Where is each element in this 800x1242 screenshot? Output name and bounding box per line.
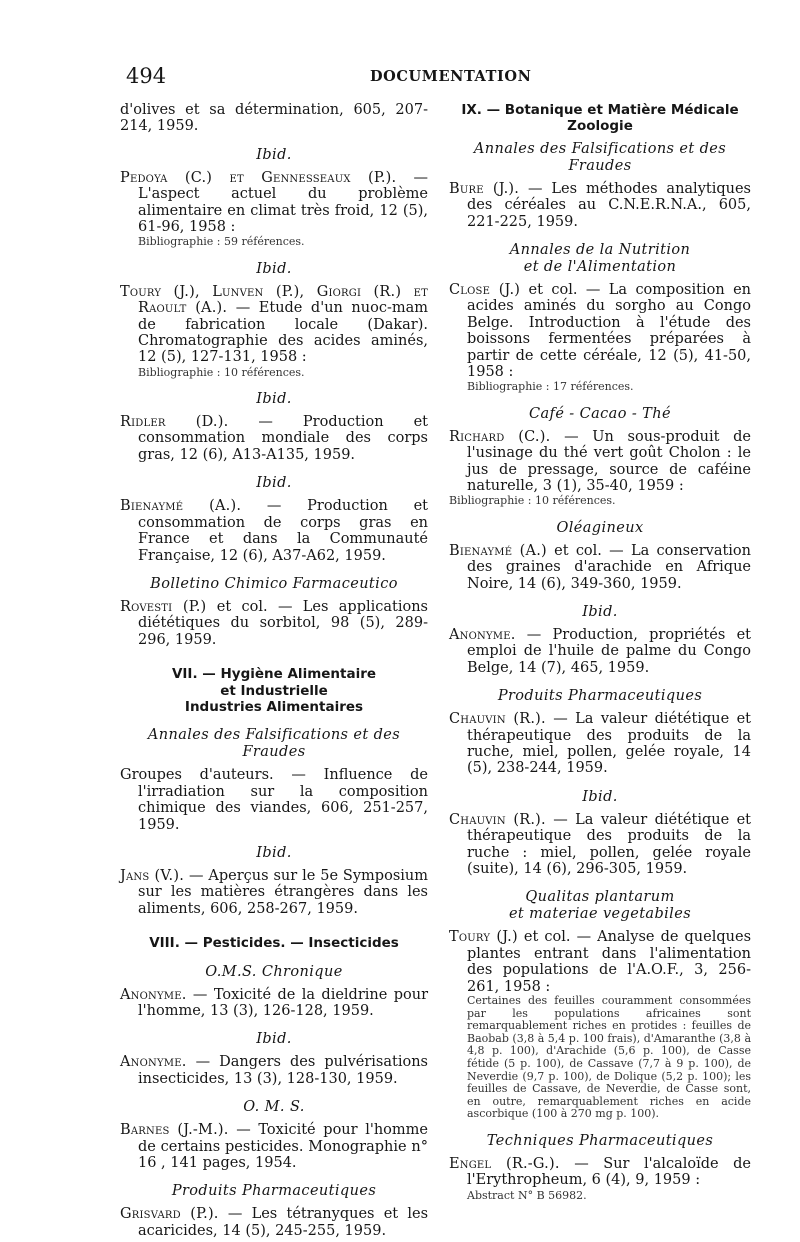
bibliography-entry xyxy=(120,868,428,917)
entry-text: — La valeur diététique et thérapeutique des produits de la ruche : miel, pollen, gelée royale (suite), 14 (6), 296-305, 1959. xyxy=(467,811,751,877)
source-title: Oléagineux xyxy=(556,519,644,536)
entry-author: Toury (J.) xyxy=(449,929,518,946)
source-title: Produits Pharmaceutiques xyxy=(171,1183,377,1200)
entry-text: — Etude d'un nuoc-mam de fabrication locale (Dakar). Chromatographie des acides aminés, 12 (5), 127-131, 1958 : xyxy=(138,300,428,366)
entry-author: Bienaymé (A.) xyxy=(449,542,547,559)
source-title: O. M. S. xyxy=(243,1099,305,1116)
entry-text: — Dangers des pulvérisations insecticides, 13 (3), 128-130, 1959. xyxy=(138,1054,428,1087)
entry-note: Bibliographie : 17 références. xyxy=(467,380,634,394)
bibliography-entry xyxy=(120,414,428,463)
entry-text: — Production et consommation de corps gras en France et dans la Communauté Française, 12 (6), A37-A62, 1959. xyxy=(138,498,428,564)
source-title: Ibid. xyxy=(256,475,292,492)
bibliography-entry xyxy=(120,498,428,564)
entry-author: Anonyme. xyxy=(120,986,187,1003)
entry-text: — Sur l'alcaloïde de l'Erythropheum, 6 (4), 9, 1959 : xyxy=(467,1155,751,1189)
bibliography-entry xyxy=(449,429,751,495)
bibliography-entry xyxy=(449,812,751,878)
entry-text: et col. — Analyse de quelques plantes entrant dans l'alimentation des populations de l'A.O.F., 3, 256-261, 1958 : xyxy=(467,929,752,995)
bibliography-entry xyxy=(120,599,428,648)
source-title: Techniques Pharmaceutiques xyxy=(486,1132,714,1149)
source-title: O.M.S. Chronique xyxy=(205,963,343,980)
entry-author: Barnes (J.-M.). xyxy=(120,1122,229,1139)
section-heading-line: et Industrielle xyxy=(220,682,328,699)
entry-author: Chauvin (R.). xyxy=(449,811,546,828)
entry-text: — La valeur diététique et thérapeutique des produits de la ruche, miel, pollen, gelée royale, 14 (5), 238-244, 1959. xyxy=(467,711,751,777)
source-title: Café - Cacao - Thé xyxy=(529,405,671,422)
source-title: Ibid. xyxy=(582,603,618,620)
source-title xyxy=(449,242,751,276)
source-title: Ibid. xyxy=(256,844,292,861)
bibliography-entry xyxy=(449,929,751,995)
entry-text: et col. — La conservation des graines d'arachide en Afrique Noire, 14 (6), 349-360, 1959. xyxy=(467,542,751,592)
bibliography-entry xyxy=(449,711,751,777)
bibliography-entry xyxy=(120,170,428,236)
entry-author: Close (J.) xyxy=(449,282,521,299)
page-number: 494 xyxy=(126,64,167,88)
entry-note: Bibliographie : 10 références. xyxy=(449,494,616,508)
section-heading xyxy=(120,666,428,715)
bibliography-entry xyxy=(120,1054,428,1087)
entry-author: Engel (R.-G.). xyxy=(449,1155,560,1172)
entry-text: — Les tétranyques et les acaricides, 14 (5), 245-255, 1959. xyxy=(138,1206,429,1239)
entry-author: Jans (V.). xyxy=(120,867,185,884)
entry-text: — Production et consommation mondiale des corps gras, 12 (6), A13-A135, 1959. xyxy=(138,414,428,463)
section-heading-line: VII. — Hygiène Alimentaire xyxy=(171,666,377,683)
source-title-line: et materiae vegetabiles xyxy=(508,906,692,923)
source-title: Ibid. xyxy=(256,1031,292,1048)
entry-author: Rovesti (P.) xyxy=(120,598,207,615)
left-column xyxy=(120,102,428,1239)
source-title: Ibid. xyxy=(582,788,618,805)
source-title: Ibid. xyxy=(256,260,292,277)
source-title: Annales des Falsifications et des Fraudes xyxy=(473,140,727,174)
bibliography-entry xyxy=(120,1206,428,1239)
entry-text: et col. — Les applications diététiques du sorbitol, 98 (5), 289-296, 1959. xyxy=(138,598,428,648)
entry-author: Bienaymé (A.). xyxy=(120,498,242,515)
entry-text: — Aperçus sur le 5e Symposium sur les matières étrangères dans les aliments, 606, 258-267, 1959. xyxy=(138,867,428,917)
running-title: DOCUMENTATION xyxy=(370,68,532,85)
bibliography-entry xyxy=(449,543,751,592)
bibliography-entry xyxy=(449,181,751,230)
source-title-line: Annales de la Nutrition xyxy=(509,242,691,259)
continued-entry: d'olives et sa détermination, 605, 207-214, 1959. xyxy=(120,102,428,135)
entry-author: Grisvard (P.). xyxy=(120,1206,219,1223)
entry-abstract: Certaines des feuilles couramment consommées par les populations africaines sont remarquablement riches en protides : feuilles de Baobab (3,8 à 5,4 p. 100 frais), d'Amaranthe (3,8 à 4,8 p. 100), d'Arachide (5,6 p. 100), de Casse fétide (5 p. 100), de Cassave (7,7 à 9 p. 100), de Neverdie (9,7 p. 100), de Dolique (5,2 p. 100); les feuilles de Cassave, de Neverdie, de Casse sont, en outre, remarquablement riches en acide ascorbique (100 à 270 mg p. 100). xyxy=(467,994,751,1121)
source-title-line: Qualitas plantarum xyxy=(525,889,675,906)
source-title: Produits Pharmaceutiques xyxy=(497,688,703,705)
bibliography-entry: Groupes d'auteurs. — Influence de l'irradiation sur la composition chimique des viandes, 606, 251-257, 1959. xyxy=(120,767,428,833)
entry-text: — Un sous-produit de l'usinage du thé vert goût Cholon : le jus de pressage, source de caféine naturelle, 3 (1), 35-40, 1959 : xyxy=(467,428,751,494)
source-title: Annales des Falsifications et des Fraudes xyxy=(147,727,401,761)
entry-author: Richard (C.). xyxy=(449,428,551,445)
entry-note: Abstract N° B 56982. xyxy=(467,1188,587,1202)
section-heading-line: IX. — Botanique et Matière Médicale xyxy=(461,102,739,118)
source-title: Ibid. xyxy=(256,391,292,408)
entry-note: Bibliographie : 59 références. xyxy=(138,235,305,249)
entry-author: Anonyme. xyxy=(449,626,516,643)
entry-text: — Toxicité pour l'homme de certains pesticides. Monographie n° 16 , 141 pages, 1954. xyxy=(138,1122,428,1172)
source-title xyxy=(449,889,751,923)
entry-author: Toury (J.), Lunven (P.), Giorgi (R.) et Raoult (A.). xyxy=(120,283,428,317)
source-title-line: et de l'Alimentation xyxy=(523,259,677,276)
section-heading-line: Industries Alimentaires xyxy=(184,698,364,715)
entry-author: Pedoya (C.) et Gennesseaux (P.). xyxy=(120,169,397,186)
entry-author: Bure (J.). xyxy=(449,180,520,197)
section-heading-line: Zoologie xyxy=(567,118,633,135)
section-heading: VIII. — Pesticides. — Insecticides xyxy=(149,935,399,952)
bibliography-entry xyxy=(449,627,751,676)
bibliography-entry xyxy=(120,987,428,1020)
entry-note: Bibliographie : 10 références. xyxy=(138,365,305,379)
source-title: Bolletino Chimico Farmaceutico xyxy=(150,575,398,592)
section-heading xyxy=(449,102,751,135)
bibliography-entry xyxy=(120,1122,428,1171)
entry-text: — Production, propriétés et emploi de l'huile de palme du Congo Belge, 14 (7), 465, 1959. xyxy=(467,626,751,676)
bibliography-entry xyxy=(449,282,751,380)
entry-text: et col. — La composition en acides aminés du sorgho au Congo Belge. Introduction à l'étude des boissons fermentées préparées à partir de cette céréale, 12 (5), 41-50, 1958 : xyxy=(467,282,751,381)
entry-author: Chauvin (R.). xyxy=(449,711,546,728)
right-column xyxy=(449,102,751,1202)
bibliography-entry xyxy=(449,1156,751,1189)
source-title: Ibid. xyxy=(256,146,292,163)
bibliography-entry xyxy=(120,284,428,366)
entry-author: Anonyme. xyxy=(120,1054,187,1071)
page-header xyxy=(0,62,800,90)
entry-text: — Les méthodes analytiques des céréales au C.N.E.R.N.A., 605, 221-225, 1959. xyxy=(467,180,751,230)
entry-text: — Toxicité de la dieldrine pour l'homme, 13 (3), 126-128, 1959. xyxy=(138,986,428,1019)
entry-text: — L'aspect actuel du problème alimentaire en climat très froid, 12 (5), 61-96, 1958 : xyxy=(138,169,428,236)
entry-author: Ridler (D.). xyxy=(120,414,229,431)
